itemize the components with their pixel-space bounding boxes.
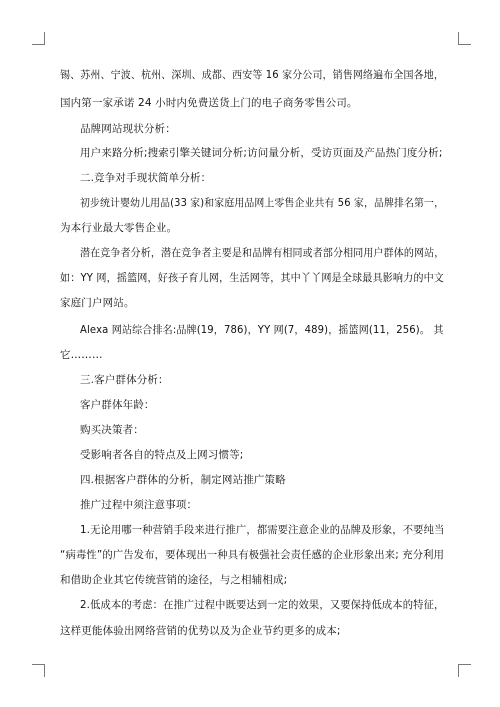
paragraph-line: 2.低成本的考虑：在推广过程中既要达到一定的效果，又要保持低成本的特征，	[80, 599, 445, 611]
paragraph-line: 它………	[60, 349, 103, 361]
paragraph-line: 受影响者各自的特点及上网习惯等;	[80, 449, 244, 461]
section-heading: 三.客户群体分析：	[80, 374, 169, 386]
crop-mark-bottom-right	[458, 664, 471, 677]
paragraph-line: 锡、苏州、宁波、杭州、深圳、成都、西安等 16 家分公司，销售网络遍布全国各地，	[60, 69, 445, 81]
paragraph-line: 如：YY 网，摇篮网，好孩子育儿网，生活网等，其中丫丫网是全球最具影响力的中文	[60, 272, 445, 284]
paragraph-line: 这样更能体验出网络营销的优势以及为企业节约更多的成本;	[60, 625, 341, 637]
paragraph-line: 潜在竞争者分析，潜在竞争者主要是和品牌有相同或者部分相同用户群体的网站，	[80, 247, 445, 259]
paragraph-line: 初步统计婴幼儿用品(33 家)和家庭用品网上零售企业共有 56 家，品牌排名第一，	[80, 197, 445, 209]
section-heading: 四.根据客户群体的分析，制定网站推广策略	[80, 474, 286, 486]
crop-mark-bottom-left	[32, 664, 45, 677]
paragraph-line: 1.无论用哪一种营销手段来进行推广，都需要注意企业的品牌及形象，不要纯当	[80, 524, 445, 536]
paragraph-line: 客户群体年龄：	[80, 399, 155, 411]
paragraph-line: 家庭门户网站。	[60, 297, 135, 309]
paragraph-line: 购买决策者：	[80, 424, 144, 436]
paragraph-line: “病毒性”的广告发布，要体现出一种具有极强社会责任感的企业形象出来; 充分利用	[60, 549, 445, 561]
section-heading: 二.竞争对手现状简单分析：	[80, 172, 212, 184]
paragraph-line: 为本行业最大零售企业。	[60, 222, 178, 234]
section-heading: 品牌网站现状分析：	[80, 123, 176, 135]
paragraph-line: 推广过程中须注意事项：	[80, 499, 198, 511]
paragraph-line: 国内第一家承诺 24 小时内免费送货上门的电子商务零售公司。	[60, 97, 358, 109]
crop-mark-top-right	[458, 32, 471, 45]
paragraph-line: 和借助企业其它传统营销的途径，与之相辅相成;	[60, 574, 288, 586]
paragraph-line: 用户来路分析;搜索引擎关键词分析;访问量分析，受访页面及产品热门度分析;	[80, 147, 443, 159]
crop-mark-top-left	[32, 32, 45, 45]
paragraph-line: Alexa 网站综合排名:品牌(19，786)，YY 网(7，489)，摇篮网(11，256)。 其	[80, 324, 444, 336]
